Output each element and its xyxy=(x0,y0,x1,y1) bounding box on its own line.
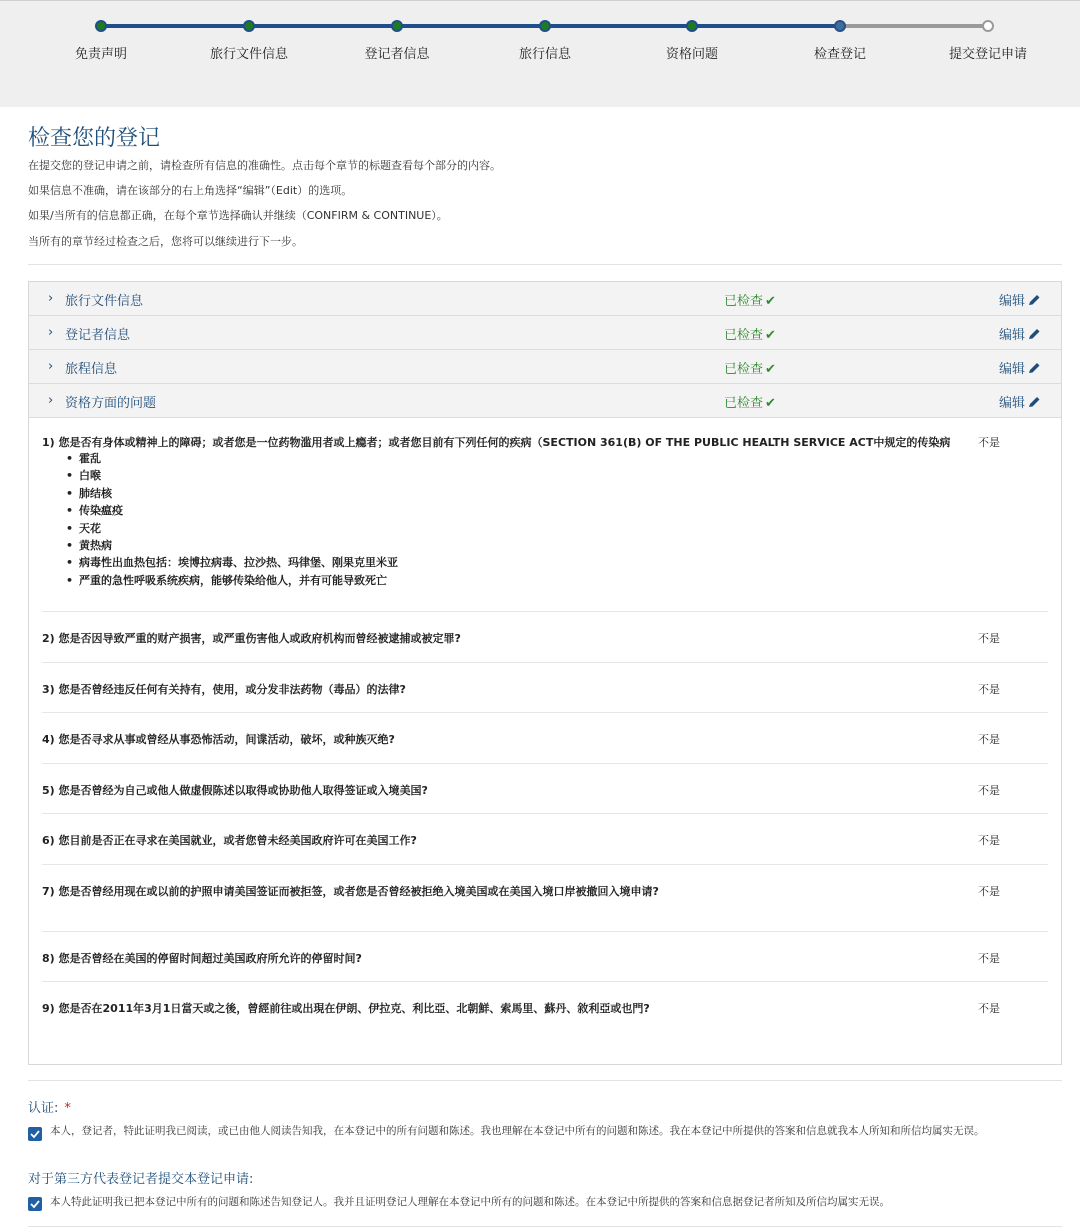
answer-value: 不是 xyxy=(978,1002,1000,1015)
disease-list xyxy=(66,450,398,589)
question-row-5 xyxy=(42,764,1048,814)
answer-value: 不是 xyxy=(978,436,1000,449)
question-text: 9) 您是否在2011年3月1日當天或之後，曾經前往或出現在伊朗、伊拉克、利比亞、北朝鮮、索馬里、蘇丹、敘利亞或也門? xyxy=(42,1002,650,1015)
step-label-travel-info: 旅行信息 xyxy=(518,47,571,62)
section-status: 已检查 ✔ xyxy=(724,362,776,377)
answer-value: 不是 xyxy=(978,784,1000,797)
question-text: 5) 您是否曾经为自己或他人做虚假陈述以取得或协助他人取得签证或入境美国? xyxy=(42,784,428,797)
question-row-8 xyxy=(42,932,1048,982)
section-eligibility[interactable] xyxy=(29,384,1061,418)
chevron-right-icon: › xyxy=(48,325,54,340)
step-label-registrant: 登记者信息 xyxy=(364,47,430,62)
question-text: 6) 您目前是否正在寻求在美国就业，或者您曾未经美国政府许可在美国工作? xyxy=(42,834,417,847)
section-status: 已检查 ✔ xyxy=(724,328,776,343)
chevron-right-icon: › xyxy=(48,393,54,408)
pencil-icon xyxy=(1027,362,1041,374)
step-label-travel-docs: 旅行文件信息 xyxy=(209,47,288,62)
question-row-7 xyxy=(42,865,1048,932)
step-dot-7 xyxy=(982,20,994,32)
eligibility-answers xyxy=(29,418,1061,1064)
third-party-text: 本人特此证明我已把本登记中所有的问题和陈述告知登记人。我并且证明登记人理解在本登记中所有的问题和陈述。在本登记中所提供的答案和信息据登记者所知及所信均属实无误。 xyxy=(50,1196,890,1208)
section-status: 已检查 ✔ xyxy=(724,294,776,309)
list-item: • 肺结核 xyxy=(66,485,398,502)
section-title[interactable]: 旅程信息 xyxy=(65,362,118,377)
pencil-icon xyxy=(1027,294,1041,306)
answer-value: 不是 xyxy=(978,834,1000,847)
question-text: 8) 您是否曾经在美国的停留时间超过美国政府所允许的停留时间? xyxy=(42,952,362,965)
required-mark: * xyxy=(64,1101,71,1116)
list-item: • 黄热病 xyxy=(66,537,398,554)
question-row-4 xyxy=(42,713,1048,764)
section-registrant[interactable] xyxy=(29,316,1061,350)
intro-line-3: 如果/当所有的信息都正确，在每个章节选择确认并继续（CONFIRM & CONTINUE）。 xyxy=(28,209,448,222)
certification-text: 本人，登记者，特此证明我已阅读，或已由他人阅读告知我，在本登记中的所有问题和陈述。我也理解在本登记中所有的问题和陈述。我在本登记中所提供的答案和信息就我本人所知和所信均属实无误。 xyxy=(50,1125,985,1137)
step-dot-4 xyxy=(539,20,551,32)
section-title[interactable]: 旅行文件信息 xyxy=(65,294,144,309)
question-row-3 xyxy=(42,663,1048,713)
step-label-review: 检查登记 xyxy=(813,47,866,62)
checkmark-icon: ✔ xyxy=(765,362,776,377)
progress-fill xyxy=(101,24,840,28)
checkmark-icon: ✔ xyxy=(765,328,776,343)
third-party-label: 对于第三方代表登记者提交本登记申请: xyxy=(28,1172,254,1187)
step-dot-5 xyxy=(686,20,698,32)
divider xyxy=(28,1226,1062,1227)
step-dot-6 xyxy=(834,20,846,32)
divider xyxy=(28,264,1062,265)
intro-line-2: 如果信息不准确，请在该部分的右上角选择“编辑”（Edit）的选项。 xyxy=(28,184,353,197)
page-title: 检查您的登记 xyxy=(28,126,161,151)
checkmark-icon: ✔ xyxy=(765,294,776,309)
step-dot-2 xyxy=(243,20,255,32)
section-title[interactable]: 资格方面的问题 xyxy=(65,396,157,411)
answer-value: 不是 xyxy=(978,733,1000,746)
divider xyxy=(28,1080,1062,1081)
pencil-icon xyxy=(1027,328,1041,340)
question-row-9 xyxy=(42,982,1048,1032)
edit-button[interactable]: 编辑 xyxy=(999,392,1041,411)
question-text: 4) 您是否寻求从事或曾经从事恐怖活动，间谍活动，破坏，或种族灭绝? xyxy=(42,733,395,746)
list-item: • 天花 xyxy=(66,520,398,537)
edit-button[interactable]: 编辑 xyxy=(999,290,1041,309)
pencil-icon xyxy=(1027,396,1041,408)
section-status: 已检查 ✔ xyxy=(724,396,776,411)
checkmark-icon: ✔ xyxy=(765,396,776,411)
answer-value: 不是 xyxy=(978,632,1000,645)
progress-track xyxy=(0,20,1080,32)
progress-header xyxy=(0,0,1080,107)
step-label-eligibility: 资格问题 xyxy=(665,47,718,62)
question-text: 7) 您是否曾经用现在或以前的护照申请美国签证而被拒签，或者您是否曾经被拒绝入境美国或在美国入境口岸被撤回入境申请? xyxy=(42,885,659,898)
step-label-submit: 提交登记申请 xyxy=(948,47,1027,62)
step-dot-3 xyxy=(391,20,403,32)
chevron-right-icon: › xyxy=(48,359,54,374)
section-itinerary[interactable] xyxy=(29,350,1061,384)
section-title[interactable]: 登记者信息 xyxy=(65,328,131,343)
certification-label: 认证: * xyxy=(28,1101,71,1116)
step-dot-1 xyxy=(95,20,107,32)
question-row-2 xyxy=(42,612,1048,663)
list-item: • 传染瘟疫 xyxy=(66,502,398,519)
question-row-1 xyxy=(42,418,1048,612)
section-travel-docs[interactable] xyxy=(29,282,1061,316)
step-label-disclaimer: 免责声明 xyxy=(74,47,127,62)
edit-button[interactable]: 编辑 xyxy=(999,358,1041,377)
intro-line-1: 在提交您的登记申请之前，请检查所有信息的准确性。点击每个章节的标题查看每个部分的内容。 xyxy=(28,159,501,172)
question-text: 1) 您是否有身体或精神上的障碍；或者您是一位药物滥用者或上瘾者；或者您目前有下列任何的疾病（SECTION 361(B) OF THE PUBLIC HEALTH SERVICE ACT中规定的传染病 xyxy=(42,436,951,449)
question-text: 2) 您是否因导致严重的财产损害，或严重伤害他人或政府机构而曾经被逮捕或被定罪? xyxy=(42,632,461,645)
list-item: • 严重的急性呼吸系统疾病，能够传染给他人，并有可能导致死亡 xyxy=(66,572,398,589)
list-item: • 霍乱 xyxy=(66,450,398,467)
edit-button[interactable]: 编辑 xyxy=(999,324,1041,343)
answer-value: 不是 xyxy=(978,683,1000,696)
chevron-right-icon: › xyxy=(48,291,54,306)
question-row-6 xyxy=(42,814,1048,865)
answer-value: 不是 xyxy=(978,885,1000,898)
question-text: 3) 您是否曾经违反任何有关持有，使用，或分发非法药物（毒品）的法律? xyxy=(42,683,406,696)
list-item: • 白喉 xyxy=(66,467,398,484)
review-sections xyxy=(28,281,1062,1065)
progress-remaining xyxy=(840,24,988,28)
answer-value: 不是 xyxy=(978,952,1000,965)
intro-line-4: 当所有的章节经过检查之后，您将可以继续进行下一步。 xyxy=(28,235,303,248)
list-item: • 病毒性出血热包括：埃博拉病毒、拉沙热、玛律堡、刚果克里米亚 xyxy=(66,554,398,571)
